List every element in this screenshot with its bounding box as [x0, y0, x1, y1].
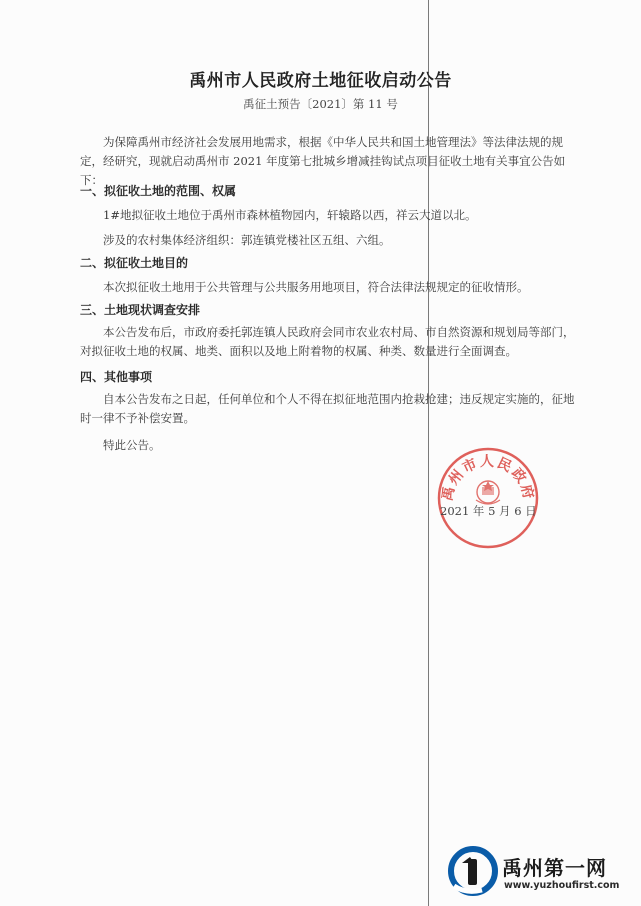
section-4-paragraph-1: 自本公告发布之日起，任何单位和个人不得在拟征地范围内抢栽抢建；违反规定实施的，征地时一律不予补偿安置。: [80, 392, 575, 425]
section-1-paragraph-1: 1#地拟征收土地位于禹州市森林植物园内，轩辕路以西，祥云大道以北。: [103, 208, 477, 222]
section-heading-2: 二、拟征收土地目的: [80, 256, 189, 270]
section-1-paragraph-2: 涉及的农村集体经济组织：郭连镇党楼社区五组、六组。: [103, 233, 391, 247]
section-3-paragraph-1: 本公告发布后，市政府委托郭连镇人民政府会同市农业农村局、市自然资源和规划局等部门，对拟征收土地的权属、地类、面积以及地上附着物的权属、种类、数量进行全面调查。: [80, 325, 575, 358]
section-heading-3: 三、土地现状调查安排: [80, 303, 201, 317]
intro-paragraph: 为保障禹州市经济社会发展用地需求，根据《中华人民共和国土地管理法》等法律法规的规定，经研究，现就启动禹州市 2021 年度第七批城乡增减挂钩试点项目征收土地有关事宜公告如下：: [80, 135, 566, 187]
site-url: www.yuzhoufirst.com: [504, 880, 620, 891]
site-name: 禹州第一网: [502, 856, 607, 880]
section-heading-4: 四、其他事项: [80, 370, 153, 384]
document-number: 禹征土预告〔2021〕第 11 号: [243, 97, 398, 111]
site-logo-icon: [448, 846, 498, 896]
section-4-paragraph-2: 特此公告。: [103, 438, 161, 452]
document-date: 2021 年 5 月 6 日: [440, 504, 537, 518]
svg-text:禹州市人民政府: 禹州市人民政府: [439, 454, 537, 503]
page-title: 禹州市人民政府土地征收启动公告: [189, 71, 452, 91]
official-seal: [436, 446, 540, 550]
site-watermark: [448, 842, 628, 898]
section-2-paragraph-1: 本次拟征收土地用于公共管理与公共服务用地项目，符合法律法规规定的征收情形。: [103, 280, 529, 294]
section-heading-1: 一、拟征收土地的范围、权属: [80, 184, 237, 198]
seal-emblem-icon: [476, 481, 500, 504]
